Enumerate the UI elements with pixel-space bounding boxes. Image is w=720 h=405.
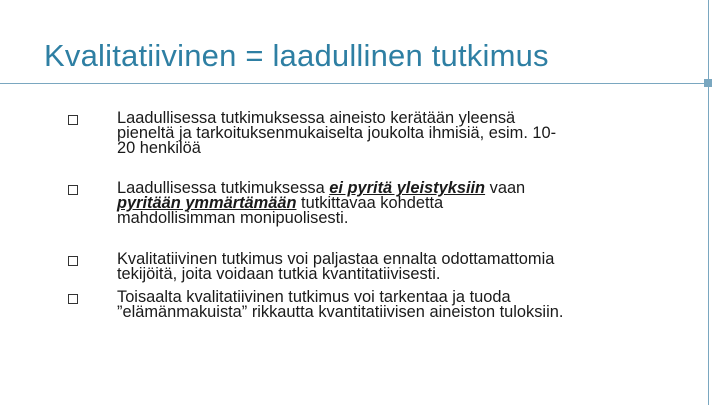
corner-square	[704, 79, 712, 87]
bullet-square-icon	[68, 115, 78, 125]
bullet-text-3	[117, 252, 677, 282]
bullet-square-icon	[68, 185, 78, 195]
bullet-1-line-3: 20 henkilöä	[117, 139, 201, 157]
emphasis-no-generalization: ei pyritä yleistyksiin	[329, 179, 486, 197]
bullet-text-1	[117, 111, 677, 156]
bullet-3-line-1: Kvalitatiivinen tutkimus voi paljastaa ennalta odottamattomia	[117, 250, 555, 268]
bullet-3-line-2: tekijöitä, joita voidaan tutkia kvantitatiivisesti.	[117, 265, 441, 283]
title-underline	[0, 83, 708, 84]
bullet-2-text-start: Laadullisessa tutkimuksessa	[117, 179, 330, 197]
bullet-2-line-3: mahdollisimman monipuolisesti.	[117, 209, 349, 227]
bullet-4-line-2: ”elämänmakuista” rikkautta kvantitatiivisen aineiston tuloksiin.	[117, 303, 564, 321]
emphasis-understanding: pyritään ymmärtämään	[117, 194, 297, 212]
bullet-2-text-end: vaan	[485, 179, 526, 197]
bullet-4-line-1: Toisaalta kvalitatiivinen tutkimus voi tarkentaa ja tuoda	[117, 288, 511, 306]
bullet-square-icon	[68, 294, 78, 304]
bullet-square-icon	[68, 256, 78, 266]
bullet-text-4	[117, 290, 677, 320]
bullet-text-2	[117, 181, 677, 226]
bullet-2-line-2-end: tutkittavaa kohdetta	[296, 194, 444, 212]
right-border-line	[708, 0, 709, 405]
bullet-1-line-1: Laadullisessa tutkimuksessa aineisto kerätään yleensä	[117, 109, 516, 127]
slide-title: Kvalitatiivinen = laadullinen tutkimus	[44, 38, 549, 73]
bullet-1-line-2: pieneltä ja tarkoituksenmukaiselta joukolta ihmisiä, esim. 10-	[117, 124, 557, 142]
